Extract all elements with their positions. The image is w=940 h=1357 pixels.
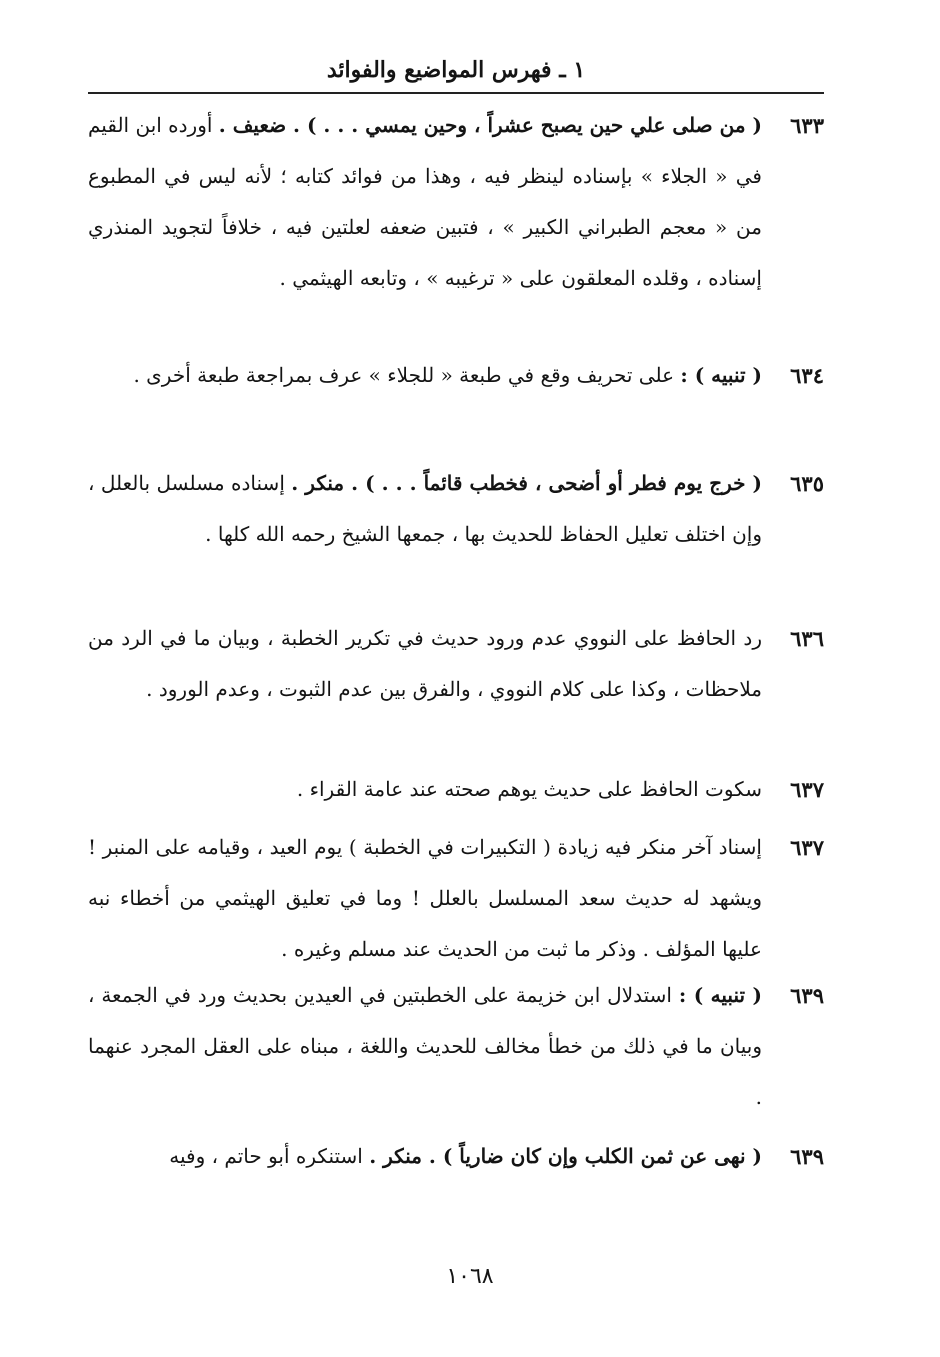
entry-text [88,613,762,715]
entry-text [88,970,762,1123]
entry-body: سكوت الحافظ على حديث يوهم صحته عند عامة القراء . [296,777,762,801]
page-number: ١٠٦٨ [446,1264,494,1289]
header-divider [88,92,824,94]
entry-body: استدلال ابن خزيمة على الخطبتين في العيدين بحديث ورد في الجمعة ، وبيان ما في ذلك من خطأ مخالف للحديث واللغة ، مبناه على العقل المجرد عنهما . [88,983,762,1109]
entry-number: ٦٣٤ [790,363,824,388]
entry-number: ٦٣٦ [790,626,824,651]
entry-number: ٦٣٩ [790,1144,824,1169]
entry-body: أورده ابن القيم في « الجلاء » بإسناده لينظر فيه ، وهذا من فوائد كتابه ؛ لأنه ليس في المطبوع من « معجم الطبراني الكبير » ، فتبين ضعفه لعلتين فيه ، خلافاً لتجويد المنذري إسناده ، وقلده المعلقون على « ترغيبه » ، وتابعه الهيثمي . [88,113,762,290]
entry-text [88,764,762,815]
entry-lead: ( خرج يوم فطر أو أضحى ، فخطب قائماً . . . ) . منكر . [291,471,762,495]
entry-lead: ( نهى عن ثمن الكلب وإن كان ضارياً ) . منكر . [369,1144,762,1168]
entry-body: استنكره أبو حاتم ، وفيه [169,1144,363,1168]
entry-text [88,100,762,304]
entry-body: رد الحافظ على النووي عدم ورود حديث في تكرير الخطبة ، وبيان ما في الرد من ملاحظات ، وكذا على كلام النووي ، والفرق بين عدم الثبوت ، وعدم الورود . [88,626,762,701]
entry-number: ٦٣٧ [790,777,824,802]
entry-text [88,1131,762,1182]
entry-text [88,350,762,401]
entry-number: ٦٣٩ [790,983,824,1008]
entry-lead: ( تنبيه ) : [678,983,763,1007]
entry-text [88,822,762,975]
entry-lead: ( من صلى علي حين يصبح عشراً ، وحين يمسي . . . ) . ضعيف . [218,113,762,137]
entry-text [88,458,762,560]
entry-body: على تحريف وقع في طبعة « للجلاء » عرف بمراجعة طبعة أخرى . [133,363,675,387]
entry-number: ٦٣٥ [790,471,824,496]
page-header: ١ ـ فهرس المواضيع والفوائد [326,57,586,83]
entry-body: إسناده مسلسل بالعلل ، وإن اختلف تعليل الحفاظ للحديث بها ، جمعها الشيخ رحمه الله كلها . [88,471,762,546]
entry-lead: ( تنبيه ) : [680,363,762,387]
entry-number: ٦٣٧ [790,835,824,860]
entry-body: إسناد آخر منكر فيه زيادة ( التكبيرات في الخطبة ) يوم العيد ، وقيامه على المنبر ! ويشهد له حديث سعد المسلسل بالعلل ! وما في تعليق الهيثمي من أخطاء نبه عليها المؤلف . وذكر ما ثبت من الحديث عند مسلم وغيره . [88,835,762,961]
entry-number: ٦٣٣ [790,113,824,138]
